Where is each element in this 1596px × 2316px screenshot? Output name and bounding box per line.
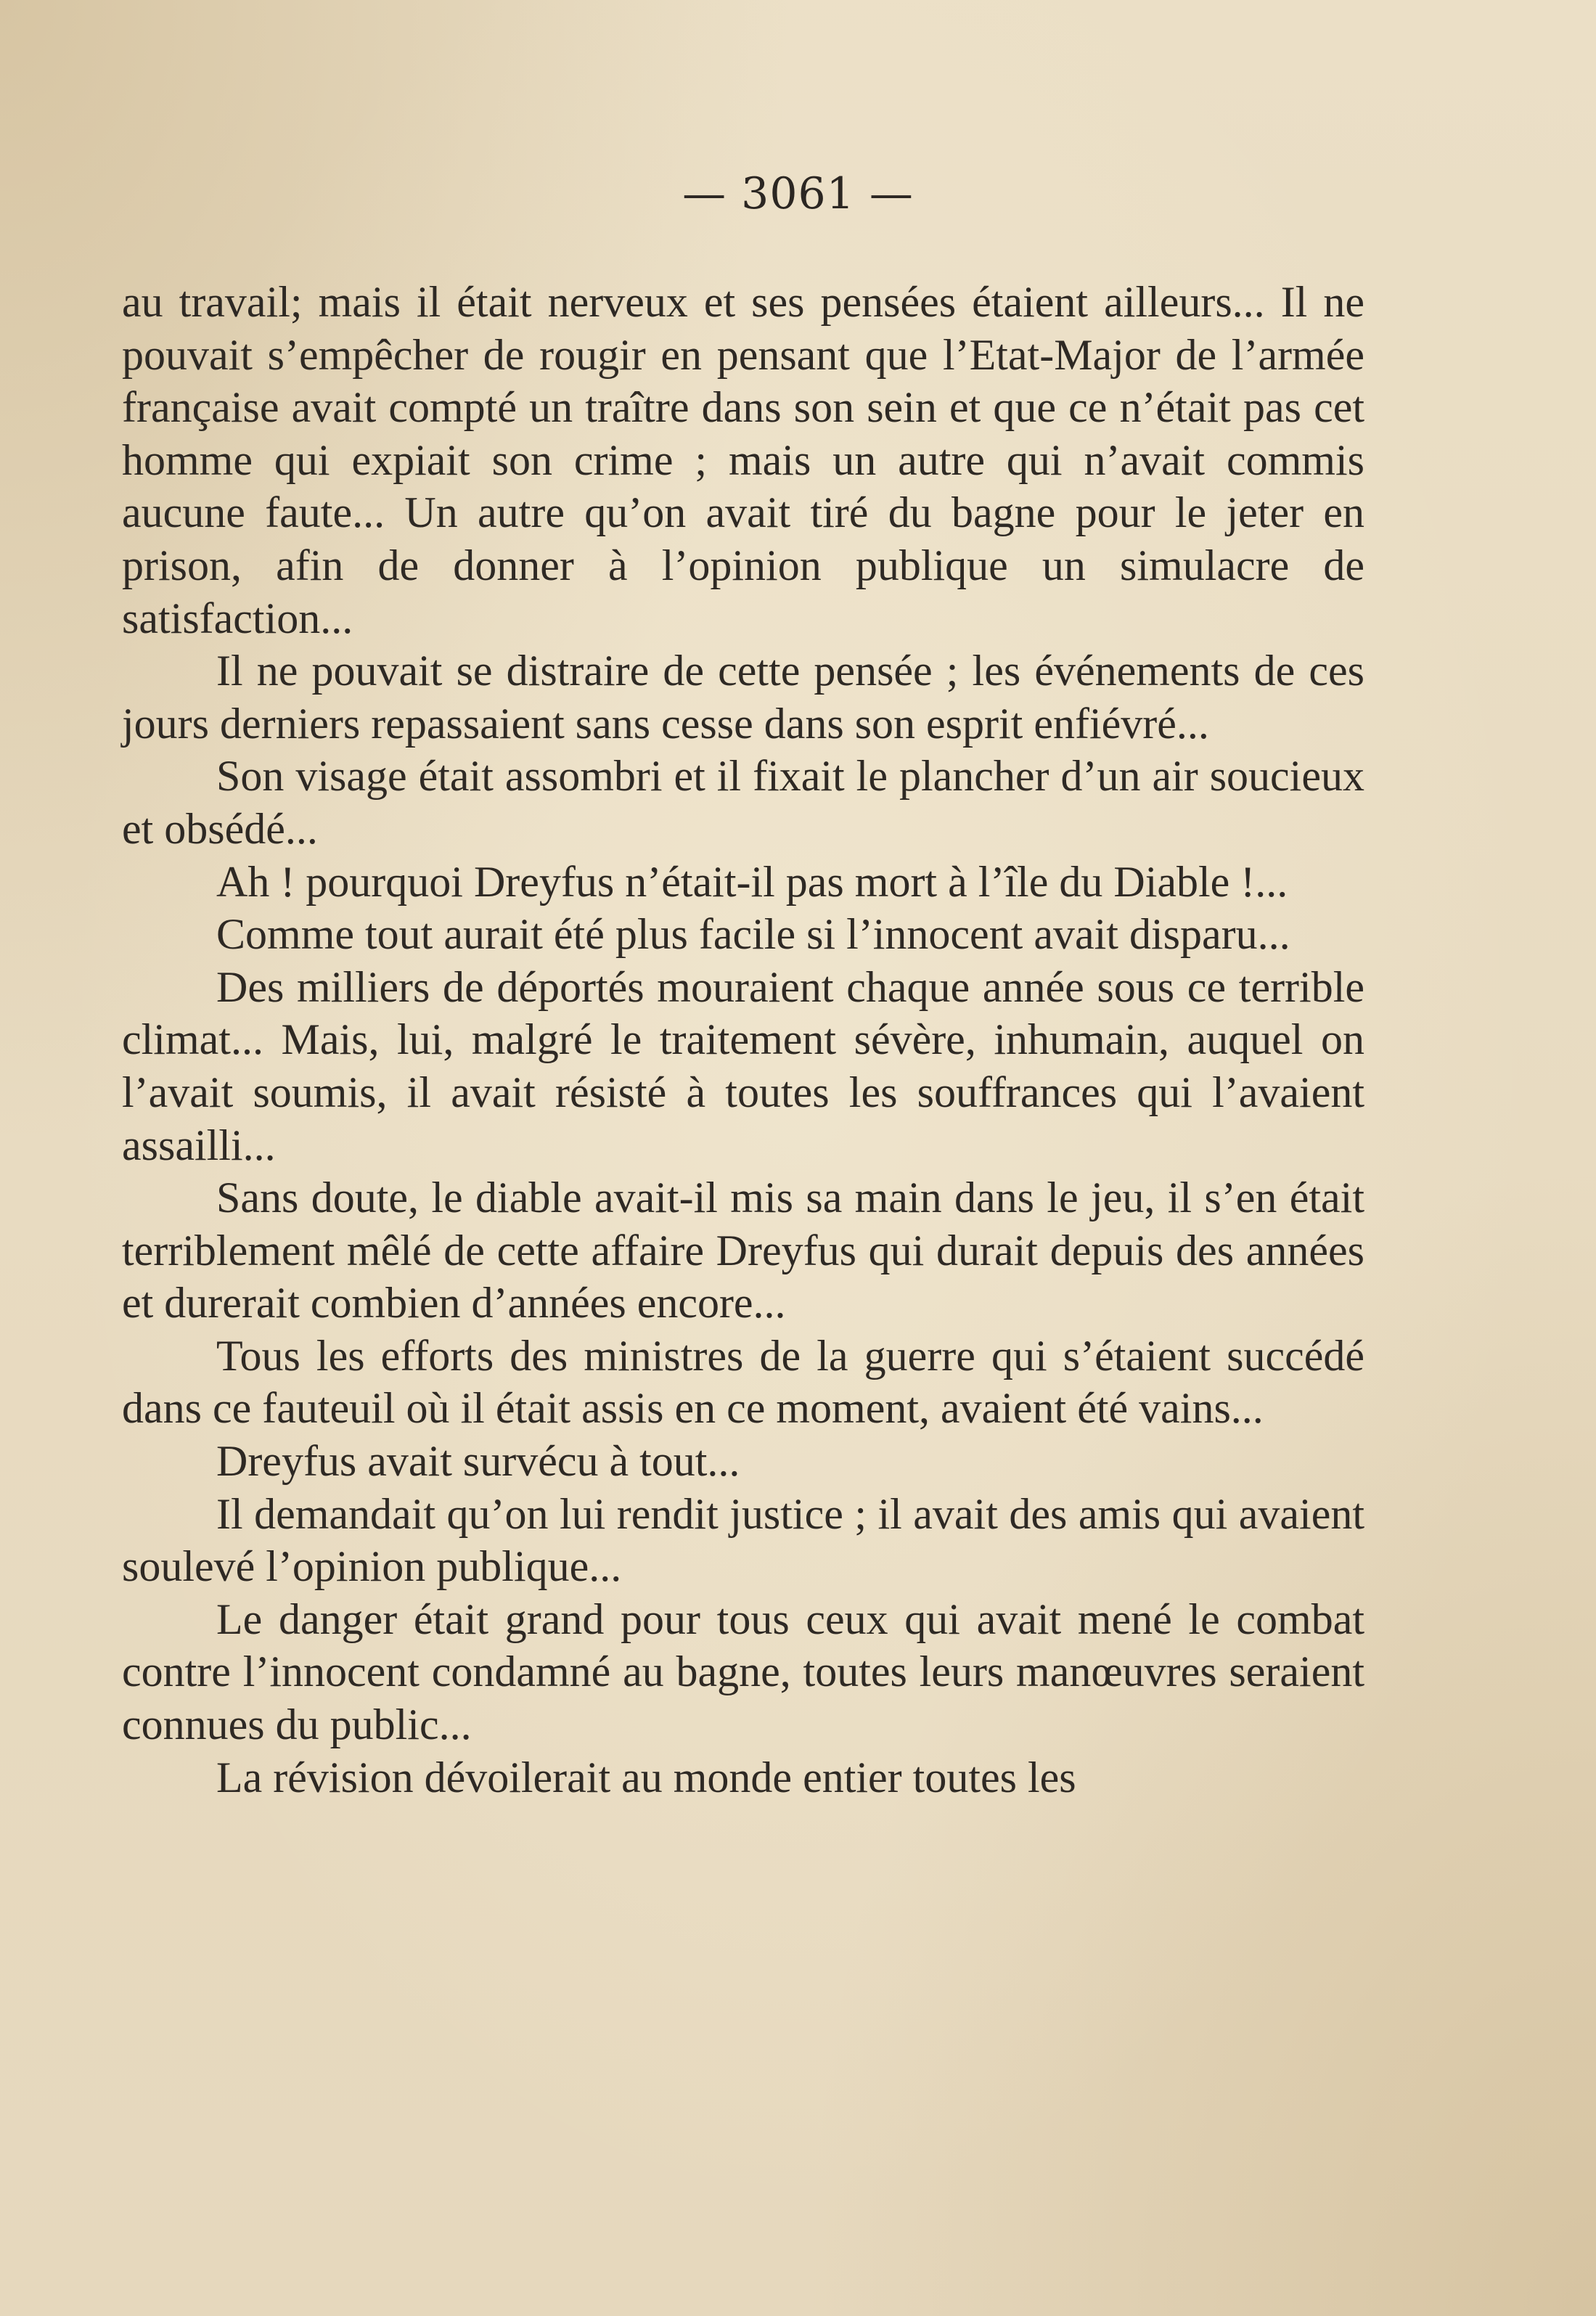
paragraph-4: Ah ! pourquoi Dreyfus n’était-il pas mort à l’île du Diable !... bbox=[216, 857, 1288, 906]
paragraph-6: Des milliers de déportés mouraient chaque année sous ce terrible climat... Mais, lui, malgré le traitement sévère, inhumain, auquel on l’avait soumis, il avait résisté à toutes les souffrances qui l’avaient assailli... bbox=[122, 962, 1364, 1169]
paragraph-8: Tous les efforts des ministres de la guerre qui s’étaient succédé dans ce fauteuil où il était assis en ce moment, avaient été vains... bbox=[122, 1331, 1364, 1433]
body-text bbox=[122, 276, 1364, 1804]
page-number: — 3061 — bbox=[682, 168, 914, 219]
paragraph-1: au travail; mais il était nerveux et ses pensées étaient ailleurs... Il ne pouvait s’empêcher de rougir en pensant que l’Etat-Major de l’armée française avait compté un traître dans son sein et que ce n’était pas cet homme qui expiait son crime ; mais un autre qui n’avait commis aucune faute... Un autre qu’on avait tiré du bagne pour le jeter en prison, afin de donner à l’opinion publique un simulacre de satisfaction... bbox=[122, 278, 1364, 642]
paragraph-5: Comme tout aurait été plus facile si l’innocent avait disparu... bbox=[216, 910, 1290, 959]
paragraph-11: Le danger était grand pour tous ceux qui avait mené le combat contre l’innocent condamné au bagne, toutes leurs manœuvres seraient connues du public... bbox=[122, 1595, 1364, 1749]
paragraph-2: Il ne pouvait se distraire de cette pensée ; les événements de ces jours derniers repassaient sans cesse dans son esprit enfiévré... bbox=[122, 647, 1364, 748]
paragraph-3: Son visage était assombri et il fixait le plancher d’un air soucieux et obsédé... bbox=[122, 752, 1364, 853]
paragraph-10: Il demandait qu’on lui rendit justice ; il avait des amis qui avaient soulevé l’opinion publique... bbox=[122, 1489, 1364, 1591]
paragraph-7: Sans doute, le diable avait-il mis sa main dans le jeu, il s’en était terriblement mêlé de cette affaire Dreyfus qui durait depuis des années et durerait combien d’années encore... bbox=[122, 1174, 1364, 1327]
paragraph-9: Dreyfus avait survécu à tout... bbox=[216, 1437, 740, 1486]
paragraph-12: La révision dévoilerait au monde entier toutes les bbox=[216, 1753, 1076, 1801]
